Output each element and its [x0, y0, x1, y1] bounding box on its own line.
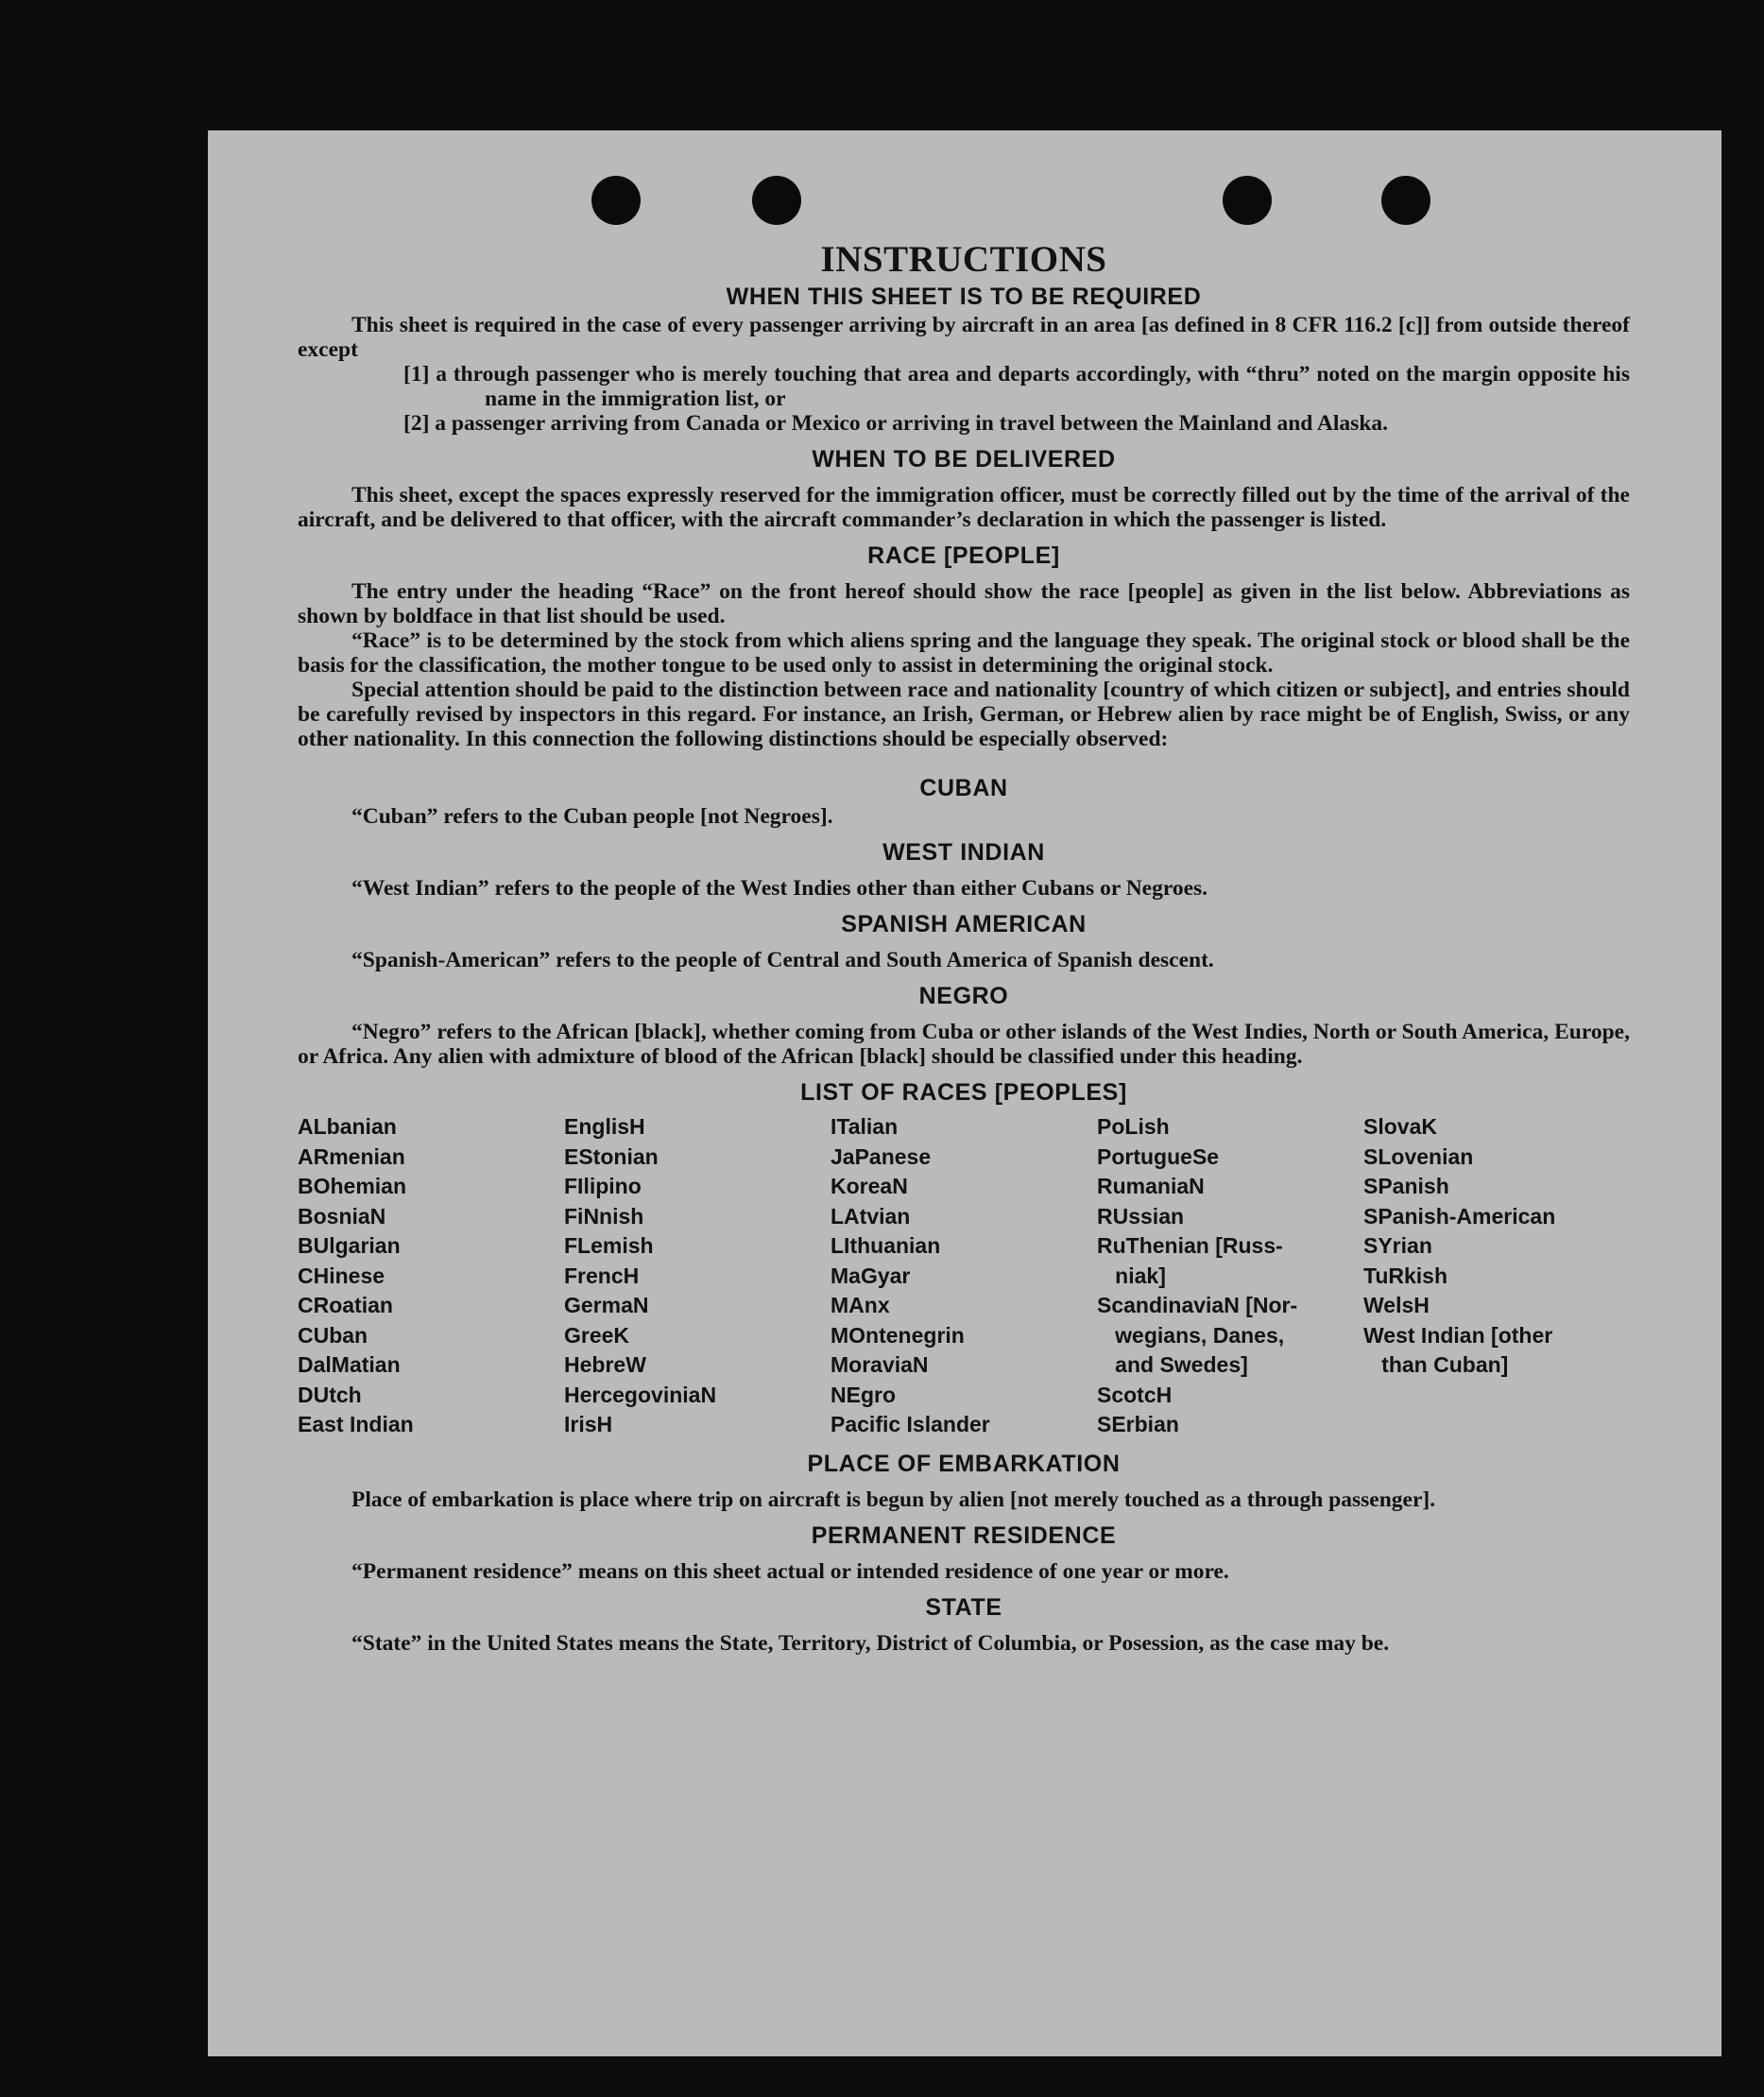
heading-state: STATE [925, 1593, 1002, 1621]
race-entry: KoreaN [831, 1174, 908, 1198]
race-entry: JaPanese [831, 1143, 932, 1169]
residence-text: “Permanent residence” means on this sheet actual or intended residence of one year or more. [351, 1558, 1229, 1584]
race-entry: FLemish [564, 1233, 654, 1258]
race-entry: BOhemian [298, 1174, 407, 1198]
race-entry: ALbanian [298, 1114, 397, 1139]
race-entry: EnglisH [564, 1114, 645, 1139]
race-entry: GreeK [564, 1322, 630, 1348]
race-paragraph-1: The entry under the heading “Race” on the front hereof should show the race [people] as given in the list below. Abbreviations as shown by boldface in that list should be used. [298, 579, 1630, 628]
race-column [298, 1112, 564, 1440]
race-entry: SPanish [1363, 1174, 1449, 1198]
race-entry: NEgro [831, 1382, 896, 1407]
race-entry: IrisH [564, 1412, 613, 1436]
race-entry: RuThenian [Russ- [1097, 1233, 1283, 1258]
race-entry: ARmenian [298, 1143, 405, 1169]
race-entry: GermaN [564, 1293, 649, 1317]
race-entry: FIlipino [564, 1174, 642, 1198]
punch-hole [1223, 176, 1272, 225]
race-column [564, 1112, 831, 1440]
race-entry: BosniaN [298, 1203, 386, 1229]
required-item-2: [2] a passenger arriving from Canada or Mexico or arriving in travel between the Mainland and Alaska. [403, 411, 1389, 436]
page-title: INSTRUCTIONS [820, 239, 1107, 280]
race-column [831, 1112, 1097, 1440]
heading-cuban: CUBAN [919, 775, 1008, 801]
race-entry: ScotcH [1097, 1382, 1173, 1407]
race-entry: SLovenian [1363, 1143, 1474, 1169]
race-entry: SErbian [1097, 1412, 1179, 1436]
race-entry: than Cuban] [1363, 1352, 1509, 1377]
race-entry: RumaniaN [1097, 1174, 1205, 1198]
race-entry: HebreW [564, 1352, 646, 1377]
heading-negro: NEGRO [918, 983, 1009, 1009]
race-entry: SYrian [1363, 1233, 1432, 1258]
instructions-content [298, 239, 1630, 1656]
heading-spanish-american: SPANISH AMERICAN [841, 911, 1087, 937]
race-entry: TuRkish [1363, 1263, 1448, 1288]
race-entry: RUssian [1097, 1203, 1185, 1229]
race-entry: ITalian [831, 1114, 899, 1139]
race-entry: MoraviaN [831, 1352, 929, 1377]
required-intro: This sheet is required in the case of every passenger arriving by aircraft in an area [as defined in 8 CFR 116.2 [c]] from outside thereof except [298, 313, 1630, 362]
race-entry: LAtvian [831, 1203, 911, 1229]
race-entry: DalMatian [298, 1352, 401, 1377]
race-entry: SlovaK [1363, 1114, 1437, 1139]
race-entry: EStonian [564, 1143, 659, 1169]
punch-hole [752, 176, 801, 225]
heading-place-of-embarkation: PLACE OF EMBARKATION [807, 1450, 1121, 1477]
race-entry: PoLish [1097, 1114, 1170, 1139]
race-entry: West Indian [other [1363, 1322, 1553, 1348]
race-column [1363, 1112, 1630, 1440]
race-paragraph-2: “Race” is to be determined by the stock from which aliens spring and the language they speak. The original stock or blood shall be the basis for the classification, the mother tongue to be used only to assist in determining the original stock. [298, 628, 1630, 678]
race-entry: niak] [1097, 1263, 1166, 1288]
heading-permanent-residence: PERMANENT RESIDENCE [811, 1521, 1117, 1549]
heading-race: RACE [PEOPLE] [867, 542, 1060, 569]
negro-text: “Negro” refers to the African [black], whether coming from Cuba or other islands of the West Indies, North or South America, Europe, or Africa. Any alien with admixture of blood of the African [black] should be classified under this heading. [298, 1020, 1630, 1069]
race-entry: MaGyar [831, 1263, 911, 1288]
punch-hole [591, 176, 641, 225]
race-entry: FiNnish [564, 1203, 644, 1229]
race-entry: MOntenegrin [831, 1322, 965, 1348]
spanish-american-text: “Spanish-American” refers to the people of Central and South America of Spanish descent. [351, 948, 1214, 972]
heading-list-of-races: LIST OF RACES [PEOPLES] [800, 1079, 1127, 1106]
embarkation-text: Place of embarkation is place where trip on aircraft is begun by alien [not merely touched as a through passenger]. [351, 1487, 1436, 1512]
race-entry: Pacific Islander [831, 1412, 990, 1436]
race-entry: FrencH [564, 1263, 640, 1288]
race-entry: LIthuanian [831, 1233, 941, 1258]
race-entry: wegians, Danes, [1097, 1322, 1285, 1348]
race-entry: DUtch [298, 1382, 362, 1407]
document-sheet [208, 130, 1721, 2056]
race-entry: PortugueSe [1097, 1143, 1220, 1169]
race-entry: and Swedes] [1097, 1352, 1248, 1377]
race-entry: East Indian [298, 1412, 414, 1436]
race-entry: BUlgarian [298, 1233, 401, 1258]
race-entry: SPanish-American [1363, 1203, 1556, 1229]
race-list [298, 1112, 1630, 1440]
race-entry: CUban [298, 1322, 368, 1348]
delivered-text: This sheet, except the spaces expressly reserved for the immigration officer, must be correctly filled out by the time of the arrival of the aircraft, and be delivered to that officer, with the aircraft commander’s declaration in which the passenger is listed. [298, 483, 1630, 532]
race-entry: MAnx [831, 1293, 890, 1317]
heading-when-delivered: WHEN TO BE DELIVERED [812, 446, 1116, 473]
required-item-1: [1] a through passenger who is merely touching that area and departs accordingly, with “thru” noted on the margin opposite his name in the immigration list, or [403, 362, 1630, 411]
race-entry: CRoatian [298, 1293, 393, 1317]
heading-west-indian: WEST INDIAN [882, 839, 1045, 866]
west-indian-text: “West Indian” refers to the people of the West Indies other than either Cubans or Negroes. [351, 876, 1208, 901]
race-paragraph-3: Special attention should be paid to the distinction between race and nationality [country of which citizen or subject], and entries should be carefully revised by inspectors in this regard. For instance, an Irish, German, or Hebrew alien by race might be of English, Swiss, or any other nationality. In this connection the following distinctions should be especially observed: [298, 678, 1630, 751]
punch-hole [1381, 176, 1430, 225]
race-entry: ScandinaviaN [Nor- [1097, 1293, 1298, 1317]
race-entry: CHinese [298, 1263, 385, 1288]
race-entry: HercegoviniaN [564, 1382, 717, 1407]
heading-when-required: WHEN THIS SHEET IS TO BE REQUIRED [726, 284, 1202, 310]
cuban-text: “Cuban” refers to the Cuban people [not Negroes]. [351, 804, 833, 829]
race-column [1097, 1112, 1363, 1440]
state-text: “State” in the United States means the State, Territory, District of Columbia, or Posession, as the case may be. [351, 1630, 1390, 1656]
race-entry: WelsH [1363, 1293, 1430, 1317]
